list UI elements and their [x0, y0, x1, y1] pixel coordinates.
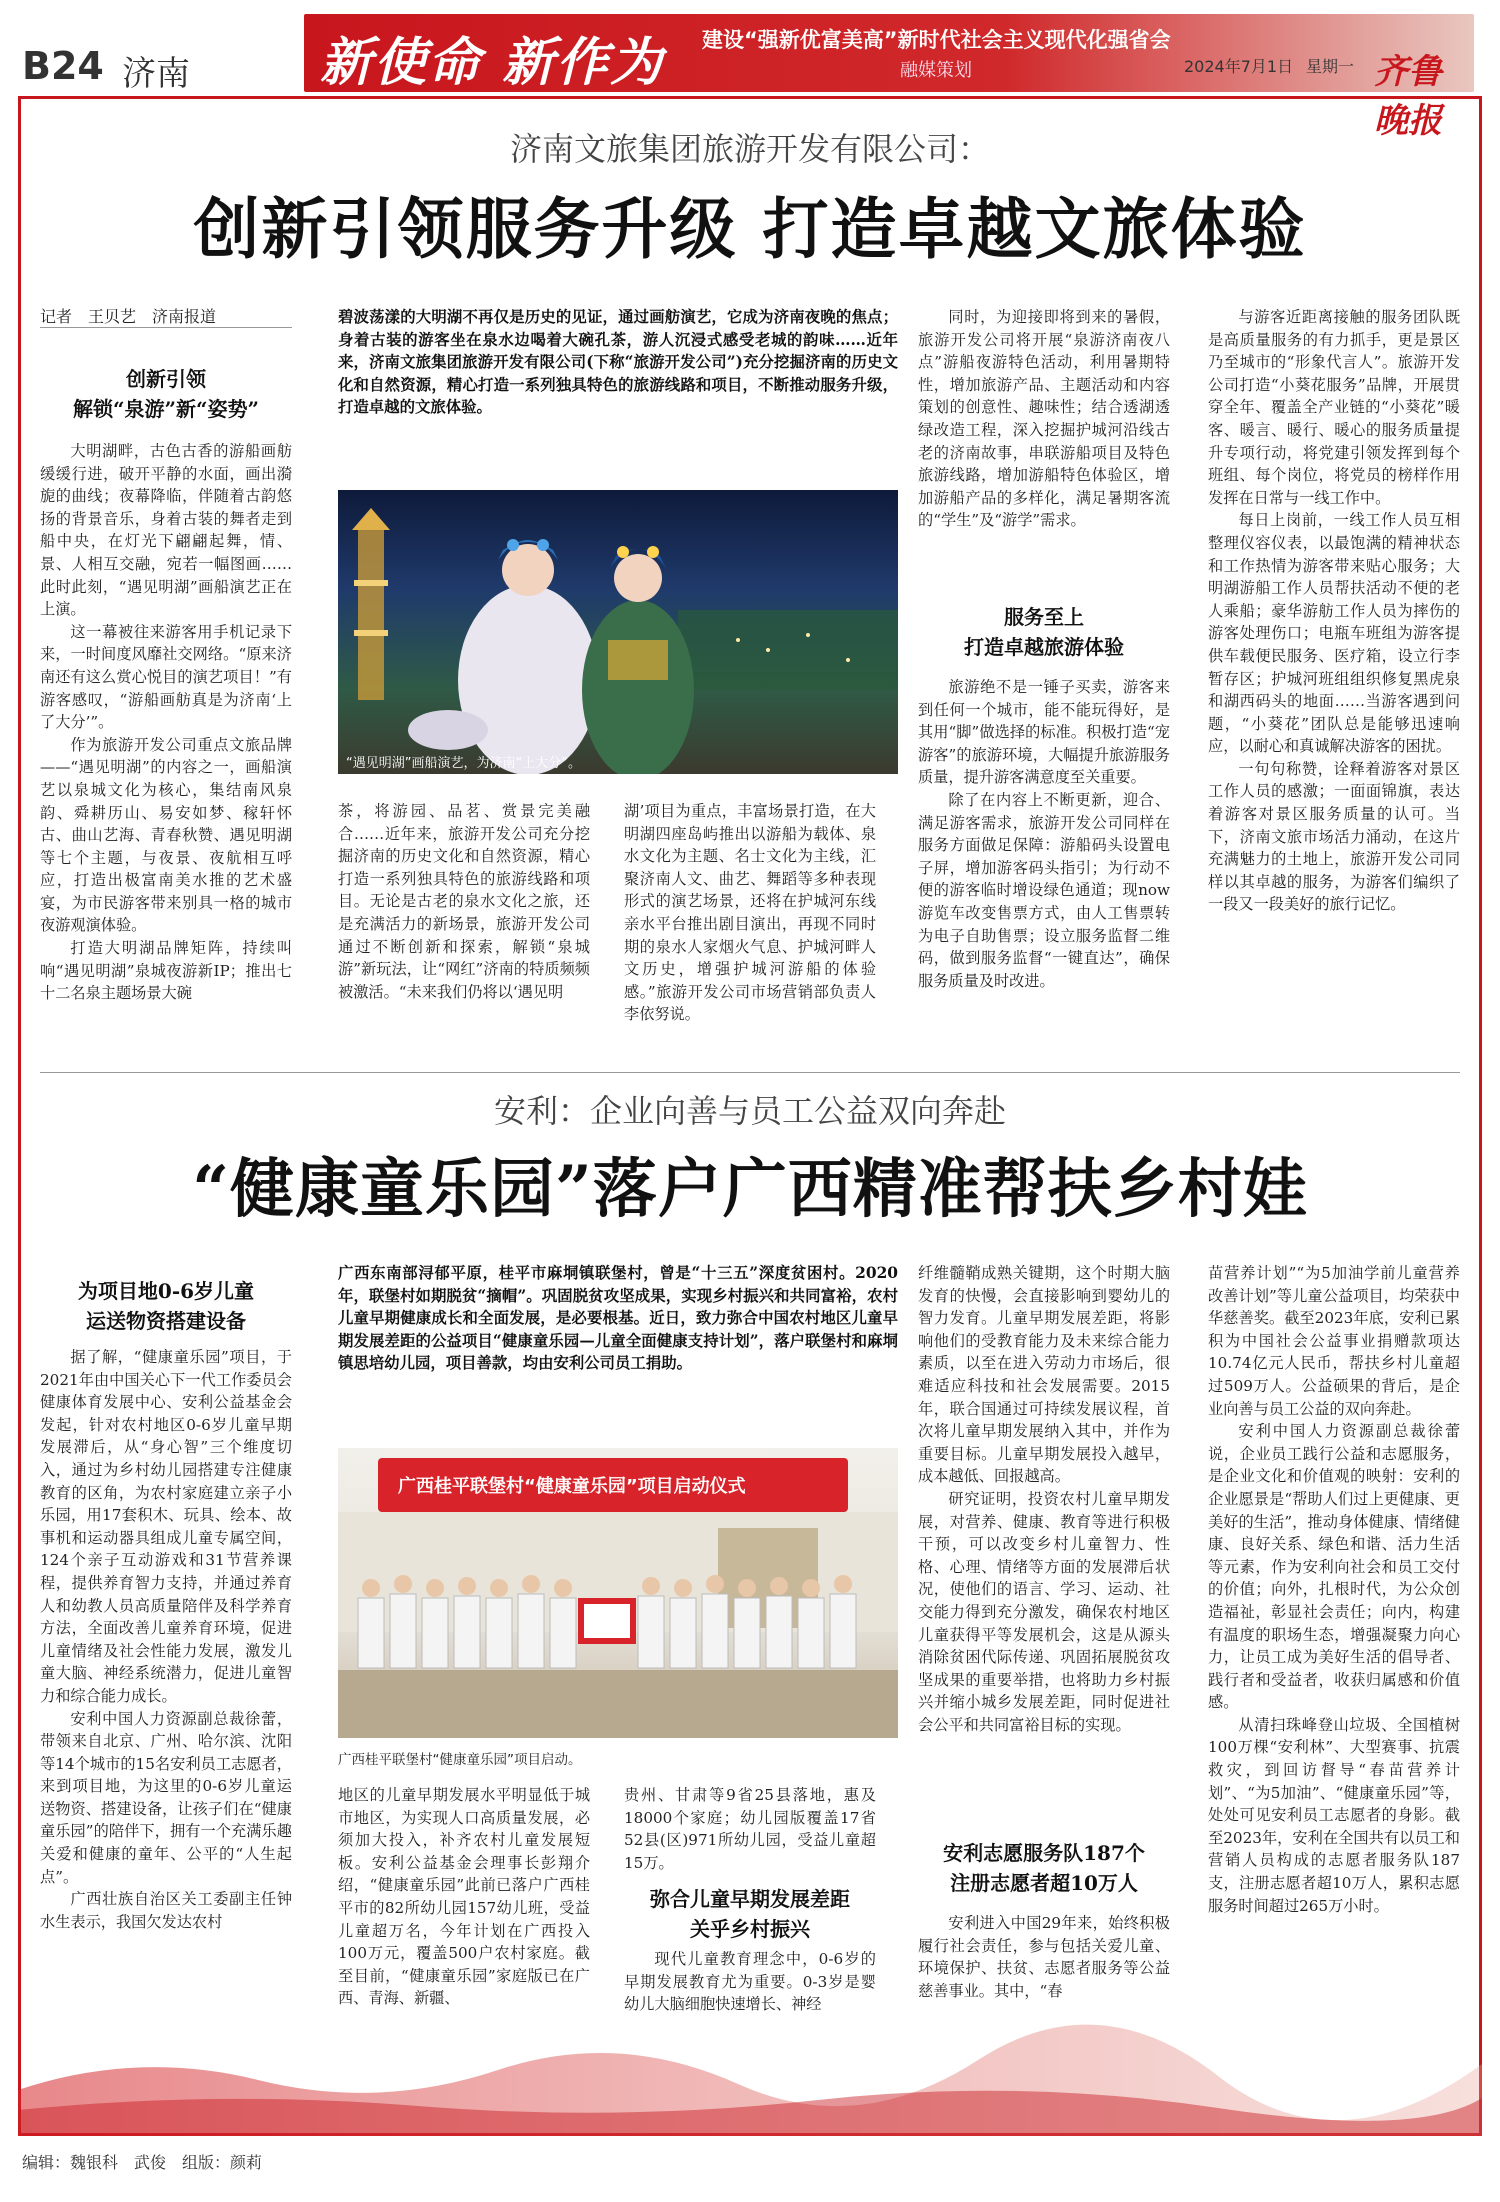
- section-banner: [304, 14, 1474, 141]
- paragraph: 苗营养计划”“为5加油学前儿童营养改善计划”等儿童公益项目，均荣获中华慈善奖。截至2023年底，安利已累积为中国社会公益事业捐赠款项达10.74亿元人民币，帮扶乡村儿童超过509万人。公益硕果的背后，是企业向善与员工公益的双向奔赴。: [1208, 1264, 1460, 1418]
- article1-byline: 记者 王贝艺 济南报道: [40, 307, 217, 326]
- article1-column-3: [624, 800, 876, 1046]
- article2-lead: 广西东南部浔郁平原，桂平市麻垌镇联堡村，曾是“十三五”深度贫困村。2020年，联堡村如期脱贫“摘帽”。巩固脱贫攻坚成果，实现乡村振兴和共同富裕，农村儿童早期健康成长和全面发展，是必要根基。近日，致力弥合中国农村地区儿童早期发展差距的公益项目“健康童乐园—儿童全面健康支持计划”，落户联堡村和麻垌镇思培幼儿园，项目善款，均由安利公司员工捐助。: [338, 1264, 898, 1373]
- page-footer: 编辑：魏银科 武俊 组版：颜莉: [22, 2153, 263, 2172]
- page-number: B24: [22, 44, 104, 88]
- subhead-line: 打造卓越旅游体验: [964, 635, 1124, 659]
- subhead-line: 创新引领: [126, 367, 206, 391]
- article2-subhead-2: [624, 1884, 876, 1944]
- article2-column-1: [40, 1346, 292, 2010]
- article2-column-3b: [624, 1948, 876, 2014]
- banner-subtitle: 融媒策划: [900, 60, 972, 81]
- article1-column-4a: [918, 306, 1170, 596]
- paragraph: 每日上岗前，一线工作人员互相整理仪容仪表，以最饱满的精神状态和工作热情为游客带来贴心服务；大明湖游船工作人员帮扶活动不便的老人乘船；豪华游舫工作人员为摔伤的游客处理伤口；电瓶车班组为游客提供车载便民服务、医疗箱，设立行李暂存区；护城河班组组织修复黑虎泉和湖西码头的地面……当游客遇到问题，“小葵花”团队总是能够迅速响应，以耐心和真诚解决游客的困扰。: [1208, 511, 1460, 756]
- paragraph: 广西壮族自治区关工委副主任钟水生表示，我国欠发达农村: [40, 1890, 292, 1931]
- subhead-line: 安利志愿服务队187个: [943, 1841, 1145, 1865]
- decorative-mountain-art: [18, 2020, 1482, 2136]
- paragraph: 大明湖畔，古色古香的游船画舫缓缓行进，破开平静的水面，画出漪旎的曲线；夜幕降临，伴随着古韵悠扬的背景音乐，身着古装的舞者走到船中央，在灯光下翩翩起舞，情、景、人相互交融，宛若一幅图画……此时此刻，“遇见明湖”画船演艺正在上演。: [40, 442, 292, 619]
- paragraph: 地区的儿童早期发展水平明显低于城市地区，为实现人口高质量发展，必须加大投入，补齐农村儿童发展短板。安利公益基金会理事长彭翔介绍，“健康童乐园”此前已落户广西桂平市的82所幼儿园157幼儿班，受益儿童超万名，今年计划在广西投入100万元，覆盖500户农村家庭。截至目前，“健康童乐园”家庭版已在广西、青海、新疆、: [338, 1786, 590, 2008]
- article2-column-2: [338, 1784, 590, 2010]
- article1-subhead-2: [918, 602, 1170, 662]
- paragraph: 一句句称赞，诠释着游客对景区工作人员的感激；一面面锦旗，表达着游客对景区服务质量的认可。当下，济南文旅市场活力涌动，在这片充满魅力的土地上，旅游开发公司同样以其卓越的服务，为游客们编织了一段又一段美好的旅行记忆。: [1208, 759, 1460, 914]
- section-divider: [40, 1072, 1460, 1073]
- paragraph: 安利中国人力资源副总裁徐蕾，带领来自北京、广州、哈尔滨、沈阳等14个城市的15名安利员工志愿者，来到项目地，为这里的0-6岁儿童运送物资、搭建设备，让孩子们在“健康童乐园”的陪伴下，拥有一个充满乐趣关爱和健康的童年、公平的“人生起点”。: [40, 1709, 292, 1886]
- subhead-line: 为项目地0-6岁儿童: [77, 1279, 255, 1303]
- article2-photo-banner: 广西桂平联堡村“健康童乐园”项目启动仪式: [398, 1476, 746, 1497]
- article1-kicker: 济南文旅集团旅游开发有限公司：: [509, 130, 990, 168]
- paragraph: 这一幕被往来游客用手机记录下来，一时间度风靡社交网络。“原来济南还有这么赏心悦目的演艺项目！”有游客感叹，“游船画舫真是为济南‘上了大分’”。: [40, 622, 292, 732]
- paragraph: 安利中国人力资源副总裁徐蕾说，企业员工践行公益和志愿服务，是企业文化和价值观的映射：安利的企业愿景是“帮助人们过上更健康、更美好的生活”，推动身体健康、情绪健康、良好关系、绿色和谐、活力生活等元素，作为安利向社会和员工交付的价值；向外，扎根时代，为公众创造福祉，彰显社会责任；向内，构建有温度的职场生态，增强凝聚力向心力，让员工成为美好生活的倡导者、践行者和受益者，收获归属感和价值感。: [1208, 1422, 1460, 1712]
- byline-divider: [40, 327, 292, 328]
- section-city: 济南: [122, 54, 190, 94]
- paragraph: 研究证明，投资农村儿童早期发展，对营养、健康、教育等进行积极干预，可以改变乡村儿童智力、性格、心理、情绪等方面的发展滞后状况，使他们的语言、学习、运动、社交能力得到充分激发，确保农村地区儿童获得平等发展机会，这是从源头消除贫困代际传递、巩固拓展脱贫攻坚成果的重要举措，也将助力乡村振兴并缩小城乡发展差距，同时促进社会公平和共同富裕目标的实现。: [918, 1489, 1170, 1734]
- article2-subhead-3: [918, 1838, 1170, 1898]
- subhead-line: 关乎乡村振兴: [690, 1917, 810, 1941]
- article1-column-2: [338, 800, 590, 1046]
- article1-column-5: [1208, 306, 1460, 1046]
- paragraph: 茶，将游园、品茗、赏景完美融合……近年来，旅游开发公司充分挖掘济南的历史文化和自然资源，精心打造一系列独具特色的旅游线路和项目。无论是古老的泉水文化之旅，还是充满活力的新场景，旅游开发公司通过不断创新和探索，解锁“泉城游”新玩法，让“网红”济南的特质频频被激活。“未来我们仍将以‘遇见明: [338, 802, 590, 1001]
- article2-column-3a: [624, 1784, 876, 1874]
- article2-headline: “健康童乐园”落户广西精准帮扶乡村娃: [192, 1152, 1308, 1227]
- paragraph: 安利进入中国29年来，始终积极履行社会责任，参与包括关爱儿童、环境保护、扶贫、志愿者服务等公益慈善事业。其中，“春: [918, 1914, 1170, 2000]
- article2-photo-caption: 广西桂平联堡村“健康童乐园”项目启动。: [338, 1752, 582, 1768]
- paragraph: 旅游绝不是一锤子买卖，游客来到任何一个城市，能不能玩得好，是其用“脚”做选择的标准。积极打造“宠游客”的旅游环境，大幅提升旅游服务质量，提升游客满意度至关重要。: [918, 678, 1170, 787]
- article2-column-4b: [918, 1912, 1170, 2012]
- subhead-line: 注册志愿者超10万人: [950, 1871, 1138, 1895]
- paragraph: 作为旅游开发公司重点文旅品牌——“遇见明湖”的内容之一，画船演艺以泉城文化为核心，集结南风泉韵、舜耕历山、易安如梦、稼轩怀古、曲山艺海、青春秋赞、遇见明湖等七个主题，与夜景、夜航相互呼应，打造出极富南美水推的艺术盛宴，为市民游客带来别具一格的城市夜游观演体验。: [40, 735, 292, 935]
- paragraph: 除了在内容上不断更新，迎合、满足游客需求，旅游开发公司同样在服务方面做足保障：游船码头设置电子屏，增加游客码头指引；为行动不便的游客临时增设绿色通道；现now游览车改变售票方式，由人工售票转为电子自助售票；设立服务监督二维码，做到服务监督“一键直达”，确保服务质量及时改进。: [918, 790, 1170, 990]
- masthead: [0, 0, 1500, 141]
- issue-weekday: 星期一: [1306, 57, 1355, 76]
- paragraph: 打造大明湖品牌矩阵，持续叫响“遇见明湖”泉城夜游新IP；推出七十二名泉主题场景大碗: [40, 939, 292, 1003]
- subhead-line: 服务至上: [1004, 605, 1084, 629]
- paragraph: 从清扫珠峰登山垃圾、全国植树100万棵“安利林”、大型赛事、抗震救灾，到回访督导“春苗营养计划”、“为5加油”、“健康童乐园”等，处处可见安利员工志愿者的身影。截至2023年，安利在全国共有以员工和营销人员构成的志愿者服务队187支，注册志愿者超10万人，累积志愿服务时间超过265万小时。: [1208, 1715, 1460, 1915]
- article1-subhead-1: [40, 364, 292, 424]
- opera-performers-illustration: [338, 490, 898, 774]
- paragraph: 与游客近距离接触的服务团队既是高质量服务的有力抓手，更是景区乃至城市的“形象代言人”。旅游开发公司打造“小葵花服务”品牌，开展贯穿全年、覆盖全产业链的“小葵花”暖客、暖言、暖行、暖心的服务质量提升专项行动，将党建引领发挥到每个班组、每个岗位，将党员的榜样作用发挥在日常与一线工作中。: [1208, 308, 1460, 507]
- subhead-line: 弥合儿童早期发展差距: [650, 1887, 850, 1911]
- paragraph: 据了解，“健康童乐园”项目，于2021年由中国关心下一代工作委员会健康体育发展中心、安利公益基金会发起，针对农村地区0-6岁儿童早期发展滞后，从“身心智”三个维度切入，通过为乡村幼儿园搭建专注健康教育的区角，为农村家庭建立亲子小乐园，用17套积木、玩具、绘本、故事机和运动器具组成儿童专属空间，124个亲子互动游戏和31节营养课程，提供养育智力支持，并通过养育人和幼教人员高质量陪伴及科学养育方法，全面改善儿童养育环境，促进儿童情绪及社会性能力发展，激发儿童大脑、神经系统潜力，促进儿童智力和综合能力成长。: [40, 1348, 292, 1705]
- subhead-line: 运送物资搭建设备: [86, 1309, 246, 1333]
- banner-slogan: 建设“强新优富美高”新时代社会主义现代化强省会: [702, 28, 1171, 52]
- article2-photo: [338, 1448, 898, 1738]
- paragraph: 湖’项目为重点，丰富场景打造，在大明湖四座岛屿推出以游船为载体、泉水文化为主题、名士文化为主线，汇聚济南人文、曲艺、舞蹈等多种表现形式的演艺场景，还将在护城河东线亲水平台推出剧目演出，再现不同时期的泉水人家烟火气息、护城河畔人文历史，增强护城河游船的体验感。”旅游开发公司市场营销部负责人李依努说。: [624, 802, 876, 1024]
- article1-column-4b: [918, 676, 1170, 1046]
- article2-column-5: [1208, 1262, 1460, 2012]
- newspaper-logo: 齐鲁晚报: [1374, 52, 1442, 141]
- article1-headline: 创新引领服务升级 打造卓越文旅体验: [193, 190, 1307, 268]
- article1-lead: 碧波荡漾的大明湖不再仅是历史的见证，通过画舫演艺，它成为济南夜晚的焦点；身着古装的游客坐在泉水边喝着大碗孔茶，游人沉浸式感受老城的韵味……近年来，济南文旅集团旅游开发有限公司(下称“旅游开发公司”)充分挖掘济南的历史文化和自然资源，精心打造一系列独具特色的旅游线路和项目，不断推动服务升级，打造卓越的文旅体验。: [338, 308, 898, 417]
- article1-column-1: [40, 440, 292, 1502]
- paragraph: 纤维髓鞘成熟关键期，这个时期大脑发育的快慢，会直接影响到婴幼儿的智力发育。儿童早期发展差距，将影响他们的受教育能力及未来综合能力素质，以至在进入劳动力市场后，很难适应科技和社会发展需要。2015年，联合国通过可持续发展议程，首次将儿童早期发展纳入其中，并作为重要目标。儿童早期发展投入越早，成本越低、回报越高。: [918, 1264, 1170, 1486]
- article2-column-4a: [918, 1262, 1170, 1828]
- subhead-line: 解锁“泉游”新“姿势”: [72, 397, 259, 421]
- issue-date: 2024年7月1日: [1184, 57, 1294, 76]
- article1-photo-caption: “遇见明湖”画船演艺，为济南“上大分”。: [346, 756, 581, 771]
- paragraph: 贵州、甘肃等9省25县落地，惠及18000个家庭；幼儿园版覆盖17省52县(区)971所幼儿园，受益儿童超15万。: [624, 1786, 876, 1872]
- paragraph: 同时，为迎接即将到来的暑假，旅游开发公司将开展“泉游济南夜八点”游船夜游特色活动，利用暑期特性，增加旅游产品、主题活动和内容策划的创意性、趣味性；结合透湖透绿改造工程，深入挖掘护城河沿线古老的济南故事，串联游船项目及特色旅游线路，增加游船特色体验区，增加游船产品的多样化，满足暑期客流的“学生”及“游学”需求。: [918, 308, 1170, 530]
- article2-kicker: 安利：企业向善与员工公益双向奔赴: [493, 1092, 1006, 1130]
- banner-title: 新使命 新作为: [320, 33, 665, 93]
- article1-photo: [338, 490, 898, 774]
- article2-subhead-1: [40, 1276, 292, 1336]
- paragraph: 现代儿童教育理念中，0-6岁的早期发展教育尤为重要。0-3岁是婴幼儿大脑细胞快速增长、神经: [624, 1950, 876, 2014]
